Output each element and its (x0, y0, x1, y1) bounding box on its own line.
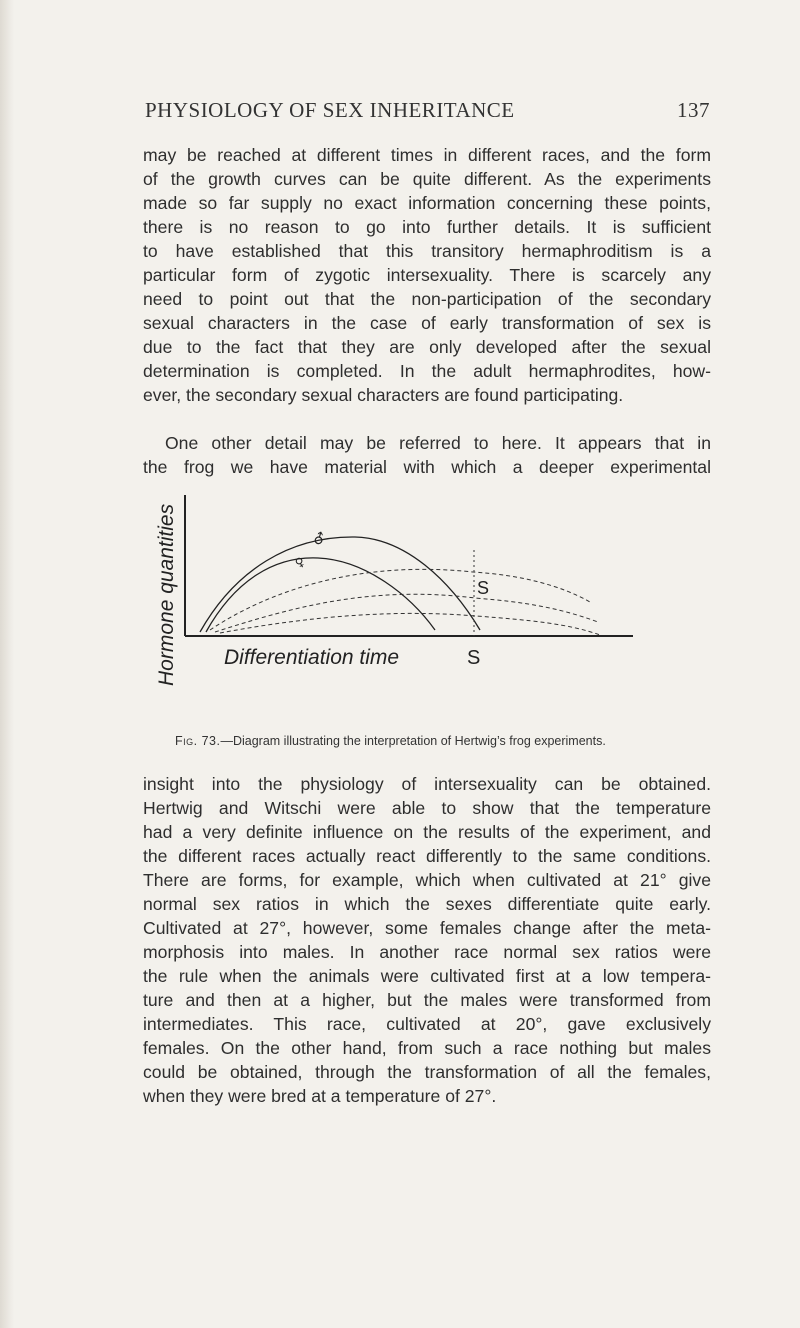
figure-caption (175, 734, 695, 748)
page-number: 137 (677, 98, 710, 122)
x-axis-label: Differentiation time (224, 646, 400, 669)
paragraph-2 (143, 431, 711, 479)
figure-73 (140, 490, 640, 740)
text-line: there is no reason to go into further details. It is sufficient (143, 217, 711, 237)
paragraph-1 (143, 143, 711, 407)
text-line: due to the fact that they are only developed after the sexual (143, 337, 711, 357)
text-line: normal sex ratios in which the sexes differentiate quite early. (143, 894, 711, 914)
text-line: Hertwig and Witschi were able to show that the temperature (143, 798, 711, 818)
caption-text: —Diagram illustrating the interpretation of Hertwig’s frog experiments. (220, 734, 606, 748)
running-head-title: PHYSIOLOGY OF SEX INHERITANCE (145, 98, 515, 122)
text-line: had a very definite influence on the results of the experiment, and (143, 822, 711, 842)
text-line: Cultivated at 27°, however, some females change after the meta- (143, 918, 711, 938)
text-line: determination is completed. In the adult hermaphrodites, how- (143, 361, 711, 381)
text-line: ture and then at a higher, but the males were transformed from (143, 990, 711, 1010)
s-label-curve: S (477, 578, 490, 598)
text-line: insight into the physiology of intersexuality can be obtained. (143, 774, 711, 794)
text-line: the different races actually react differently to the same conditions. (143, 846, 711, 866)
female-symbol: ♀ (292, 554, 308, 571)
running-head (145, 98, 710, 123)
text-line: sexual characters in the case of early transformation of sex is (143, 313, 711, 333)
dashed-curve-middle (215, 594, 598, 632)
text-line: to have established that this transitory hermaphroditism is a (143, 241, 711, 261)
text-line: particular form of zygotic intersexuality. There is scarcely any (143, 265, 711, 285)
caption-prefix: Fig. 73. (175, 734, 221, 748)
text-line: could be obtained, through the transformation of all the females, (143, 1062, 711, 1082)
text-line: of the growth curves can be quite different. As the experiments (143, 169, 711, 189)
male-curve (200, 537, 480, 632)
text-line: One other detail may be referred to here. It appears that in (165, 433, 711, 453)
y-axis-label: Hormone quantities (155, 503, 178, 686)
diagram-svg (140, 490, 640, 740)
text-line: There are forms, for example, which when cultivated at 21° give (143, 870, 711, 890)
text-line: ever, the secondary sexual characters are found participating. (143, 385, 624, 405)
male-symbol: ♂ (310, 529, 329, 550)
dashed-curve-lower (220, 613, 600, 635)
text-line: females. On the other hand, from such a race nothing but males (143, 1038, 711, 1058)
page-edge-shadow (0, 0, 14, 1328)
text-line: made so far supply no exact information concerning these points, (143, 193, 711, 213)
s-label-axis: S (467, 647, 481, 669)
text-line: need to point out that the non-participation of the secondary (143, 289, 711, 309)
paragraph-3 (143, 772, 711, 1108)
text-line: morphosis into males. In another race normal sex ratios were (143, 942, 711, 962)
text-line: when they were bred at a temperature of 27°. (143, 1086, 497, 1106)
text-line: the frog we have material with which a deeper experimental (143, 457, 711, 477)
text-line: may be reached at different times in different races, and the form (143, 145, 711, 165)
text-line: intermediates. This race, cultivated at 20°, gave exclusively (143, 1014, 711, 1034)
text-line: the rule when the animals were cultivated first at a low tempera- (143, 966, 711, 986)
dashed-curve-upper (210, 569, 590, 630)
